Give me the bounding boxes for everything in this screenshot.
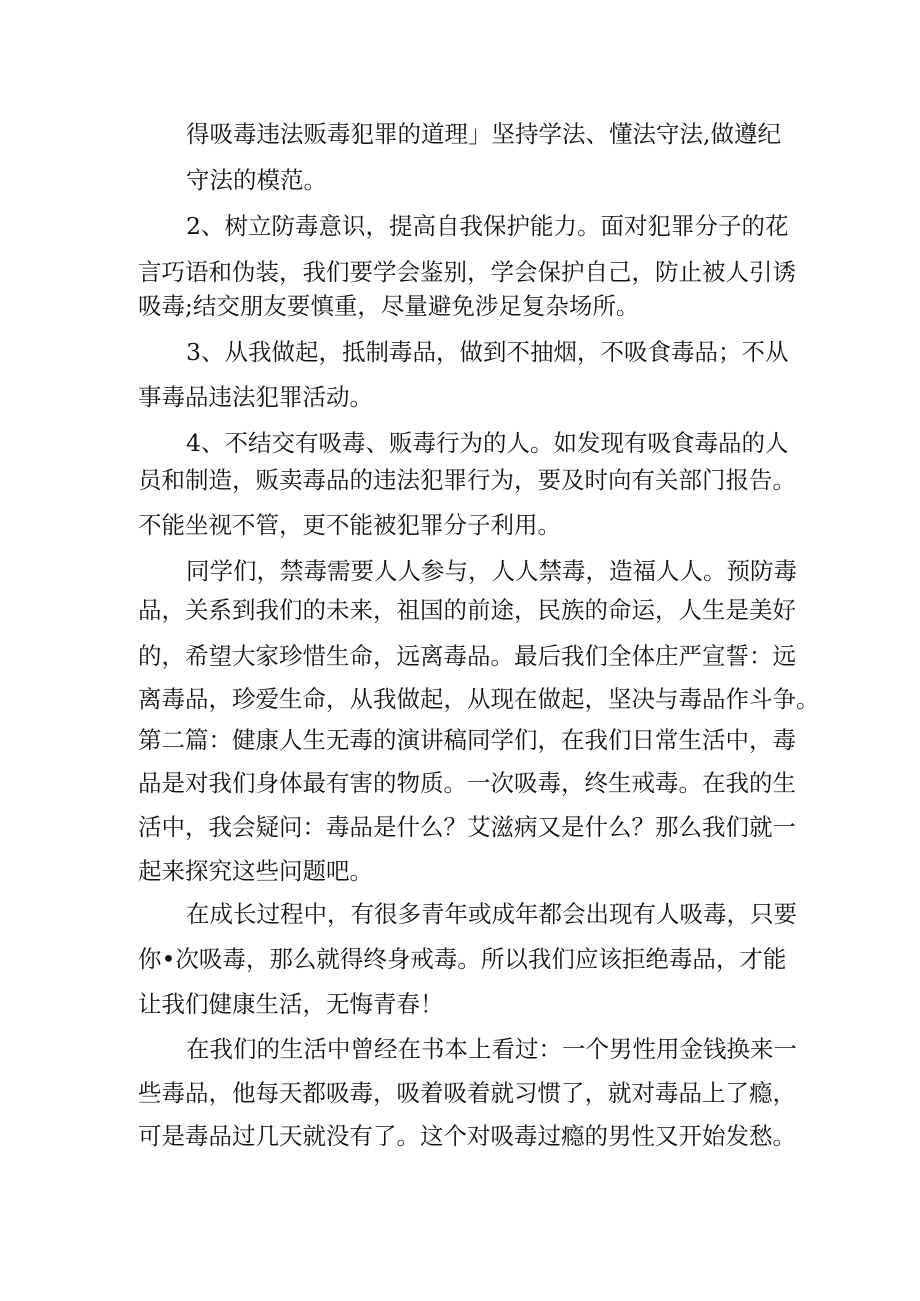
text-line: 活中，我会疑问：毒品是什么？艾滋病又是什么？那么我们就一: [138, 813, 796, 841]
text-line: 2、树立防毒意识，提高自我保护能力。面对犯罪分子的花: [186, 212, 789, 240]
text-line: 可是毒品过几天就没有了。这个对吸毒过瘾的男性又开始发愁。: [138, 1122, 796, 1150]
text-line: 品是对我们身体最有害的物质。一次吸毒，终生戒毒。在我的生: [138, 769, 796, 797]
text-line: 些毒品，他每天都吸毒，吸着吸着就习惯了，就对毒品上了瘾，: [138, 1079, 796, 1107]
text-line: 4、不结交有吸毒、贩毒行为的人。如发现有吸食毒品的人: [186, 429, 789, 457]
text-line: 得吸毒违法贩毒犯罪的道理」坚持学法、懂法守法,做遵纪: [186, 120, 781, 148]
text-line: 同学们，禁毒需要人人参与，人人禁毒，造福人人。预防毒: [186, 557, 797, 585]
text-line: 品，关系到我们的未来，祖国的前途，民族的命运，人生是美好: [138, 596, 796, 624]
text-line: 吸毒;结交朋友要慎重，尽量避免涉足复杂场所。: [138, 292, 640, 320]
text-line: 让我们健康生活，无悔青春！: [138, 990, 444, 1018]
text-line: 的，希望大家珍惜生命，远离毒品。最后我们全体庄严宣誓：远: [138, 642, 796, 670]
text-line: 起来探究这些问题吧。: [138, 857, 373, 885]
text-line: 事毒品违法犯罪活动。: [138, 383, 373, 411]
text-line: 员和制造，贩卖毒品的违法犯罪行为，要及时向有关部门报告。: [138, 466, 796, 494]
text-line: 离毒品，珍爱生命，从我做起，从现在做起，坚决与毒品作斗争。: [138, 685, 820, 713]
text-line: 守法的模范。: [186, 166, 327, 194]
text-line: 3、从我做起，抵制毒品，做到不抽烟，不吸食毒品；不从: [186, 338, 789, 366]
text-line: 在我们的生活中曾经在书本上看过：一个男性用金钱换来一: [186, 1035, 797, 1063]
text-line: 你•次吸毒，那么就得终身戒毒。所以我们应该拒绝毒品，才能: [138, 945, 787, 973]
text-line: 言巧语和伪装，我们要学会鉴别，学会保护自己，防止被人引诱: [138, 258, 796, 286]
text-line: 第二篇：健康人生无毒的演讲稿同学们，在我们日常生活中，毒: [138, 726, 796, 754]
text-line: 不能坐视不管，更不能被犯罪分子利用。: [138, 511, 561, 539]
text-line: 在成长过程中，有很多青年或成年都会出现有人吸毒，只要: [186, 900, 797, 928]
